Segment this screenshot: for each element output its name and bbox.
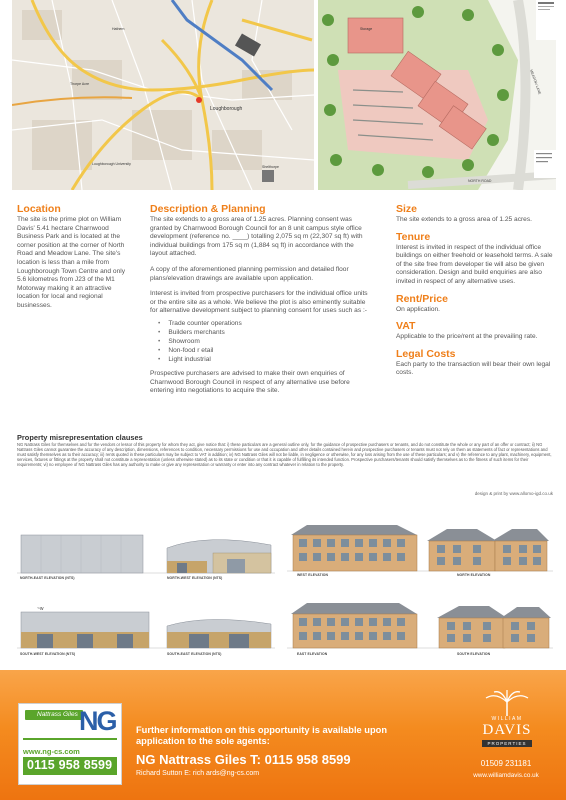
elevation-industrial-bottom <box>17 598 275 660</box>
clauses-text: NG Nattrass Giles for themselves and for the vendors or lessor of this property for whom they act, give notice that: i) these particulars are a general outline only, for the guidance of prospective purchasers or tenants, and do not constitute the whole or any part of an offer or contract; ii) NG Nattrass Giles cannot guarantee the accuracy of any description, dimensions, references to condition, necessary permissions for use and occupation and other details contained herein and prospective purchasers or tenants must not rely on them as statements of fact or representations and must satisfy themselves as to their accuracy; iii) rents quoted in these particulars may be subject to VAT in addition; iv) NG Nattrass Giles will not be liable, in negligence or otherwise, for any loss arising from the use of these particulars; and v) the reference to any plant, machinery, equipment, services, fixtures or fittings at the property shall not constitute a representation (unless otherwise stated) as to its state or condition or that it is capable of fulfilling its intended function. Prospective purchasers/tenants should satisfy themselves as to the fitness of such items for their requirements; vi) no employee of NG Nattrass Giles has any authority to make or give any representation or warranty or enter into any contract whatever in relation to the property. <box>17 442 552 468</box>
wd-small-text: WILLIAM <box>491 716 523 722</box>
map-label-hathern: Hathern <box>112 27 125 31</box>
description-p2: A copy of the aforementioned planning permission and detailed floor plans/elevation drawings are available upon application. <box>150 265 349 282</box>
elevation-label-se: SOUTH-EAST ELEVATION (NTS) <box>167 652 222 656</box>
tree-icon <box>476 690 538 716</box>
location-section <box>17 203 129 317</box>
william-davis-logo <box>476 690 538 752</box>
elevation-office-bottom <box>287 598 553 660</box>
elevation-label-sw: SOUTH-WEST ELEVATION (NTS) <box>20 652 76 656</box>
ng-phone: 0115 958 8599 <box>27 758 113 772</box>
ng-brand-bar <box>25 710 83 720</box>
agent-line: NG Nattrass Giles T: 0115 958 8599 <box>136 752 351 767</box>
list-item: • Trade counter operations <box>158 319 372 328</box>
map-label-shelthorpe: Shelthorpe <box>262 165 279 169</box>
description-p3: Interest is invited from prospective purchasers for the individual office units or the entire site as a whole. We believe the plot is also eminently suitable for alternative development subject to planning consent for uses such as :- <box>150 290 368 315</box>
description-p1: The site extends to a gross area of 1.25 acres. Planning consent was granted by Charnwood Borough Council for an 8 unit campus style office development (reference no. ____) totalling 2,075 sq m (22,307 sq ft) with individual buildings from 175 sq m (1,884 sq ft) in accordance with the layout attached. <box>150 216 363 258</box>
list-item: • Non-food r etail <box>158 346 372 355</box>
map-label-loughborough: Loughborough <box>210 106 243 112</box>
ng-web[interactable]: www.ng-cs.com <box>23 747 80 756</box>
further-info-text: Further information on this opportunity is available upon application to the sole agents: <box>136 725 388 746</box>
elevation-office-top <box>287 521 553 583</box>
site-plan <box>318 0 556 190</box>
description-section <box>150 203 372 402</box>
uses-list <box>150 319 372 364</box>
map-label-university: Loughborough University <box>92 162 131 166</box>
design-credit: design & print by www.allomo-igd.co.uk <box>474 491 553 496</box>
size-text: The site extends to a gross area of 1.25 acres. <box>396 216 532 223</box>
rent-heading: Rent/Price <box>396 292 448 305</box>
map-label-thorpe-acre: Thorpe Acre <box>70 82 90 86</box>
ng-brand-name: Nattrass Giles <box>37 711 78 718</box>
wd-web[interactable]: www.williamdavis.co.uk <box>473 772 539 779</box>
terms-section <box>396 203 554 384</box>
elevation-drawing <box>287 598 553 660</box>
tenure-text: Interest is invited in respect of the individual office buildings on either freehold or leasehold terms. A sale of the site free from developer tie will also be given consideration. Design and build enquiries are also invited in respect of any alternative uses. <box>396 243 553 285</box>
tenure-heading: Tenure <box>396 230 431 243</box>
ng-logo-card <box>18 703 122 785</box>
size-heading: Size <box>396 203 418 215</box>
elevation-label-south: SOUTH ELEVATION <box>457 652 491 656</box>
location-map <box>12 0 314 190</box>
vat-text: Applicable to the price/rent at the prevailing rate. <box>396 333 538 341</box>
list-item: • Showroom <box>158 337 372 346</box>
clauses-heading: Property misrepresentation clauses <box>17 433 143 442</box>
legal-heading: Legal Costs <box>396 347 456 360</box>
site-label-north-road: NORTH ROAD <box>468 179 492 183</box>
elevation-drawing <box>17 523 275 583</box>
rent-text: On application. <box>396 305 440 313</box>
elevation-industrial-top <box>17 523 275 583</box>
location-text: The site is the prime plot on William Davis' 5.41 hectare Charnwood Business Park and is located at the corner position at the corner of North Road and Meadow Lane. The site's location is less than a mile from Loughborough Town Centre and only 5.6 kilometres from J23 of the M1 Motorway making it an attractive location for local and regional businesses. <box>17 216 126 309</box>
elevation-label-nw: NORTH-WEST ELEVATION (NTS) <box>167 576 223 580</box>
legal-text: Each party to the transaction will bear their own legal costs. <box>396 360 551 377</box>
list-item: • Builders merchants <box>158 328 372 337</box>
map-graphic <box>12 0 314 190</box>
elevation-label-east: EAST ELEVATION <box>297 652 328 656</box>
site-plan-graphic <box>318 0 556 190</box>
vat-heading: VAT <box>396 320 416 333</box>
wd-phone: 01509 231181 <box>480 759 532 768</box>
site-label-meadow-lane: MEADOW LANE <box>529 68 542 96</box>
contact-line: Richard Sutton E: rich ards@ng-cs.com <box>136 770 260 777</box>
elevation-label-north: NORTH ELEVATION <box>457 573 491 577</box>
description-p4: Prospective purchasers are advised to make their own enquiries of Charnwood Borough Council in respect of any alternative use before entering into negotiations to acquire the site. <box>150 369 350 395</box>
wd-tag: PROPERTIES <box>482 740 532 747</box>
elevation-label-ne: NORTH-EAST ELEVATION (NTS) <box>20 576 75 580</box>
site-label-storage: Storage <box>360 27 373 31</box>
svg-text:~w: ~w <box>37 606 44 612</box>
elevation-drawing <box>17 598 275 660</box>
list-item: • Light industrial <box>158 355 372 364</box>
elevation-label-west: WEST ELEVATION <box>297 573 329 577</box>
ng-logo-mark: NG <box>79 706 116 736</box>
location-heading: Location <box>17 203 61 215</box>
ng-divider <box>23 738 117 740</box>
description-heading: Description & Planning <box>150 203 266 215</box>
ng-phone-bar <box>23 757 117 775</box>
wd-big-text: DAVIS <box>482 722 532 738</box>
